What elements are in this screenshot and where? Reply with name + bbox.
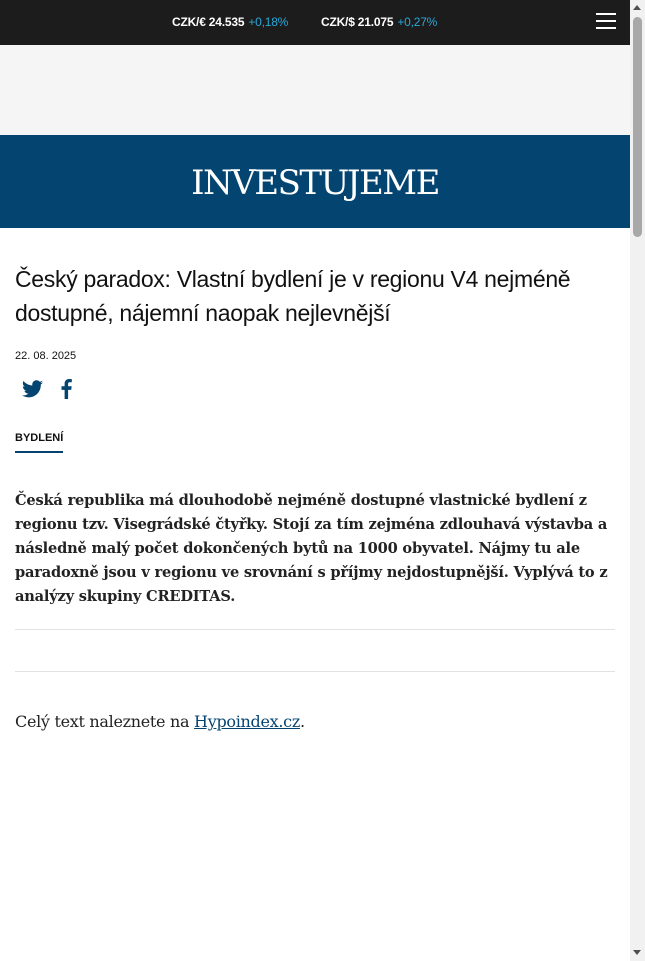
ticker-eur	[172, 15, 288, 29]
fulltext-prefix: Celý text naleznete na	[15, 712, 195, 731]
article-perex: Česká republika má dlouhodobě nejméně dostupné vlastnické bydlení z regionu tzv. Visegrádské čtyřky. Stojí za tím zejména zdlouhavá výstavba a následně malý počet dokončených bytů na 1000 obyvatel. Nájmy tu ale paradoxně jsou v regionu ve srovnání s příjmy nejdostupnější. Vyplývá to z analýzy skupiny CREDITAS.	[15, 492, 608, 605]
ticker-usd-change: +0,27%	[397, 15, 438, 29]
category-tag[interactable]: BYDLENÍ	[15, 432, 63, 453]
ad-placeholder	[0, 45, 630, 135]
divider	[15, 671, 615, 672]
share-buttons	[15, 376, 615, 402]
ticker-usd	[321, 15, 437, 29]
scroll-up-arrow-icon[interactable]	[633, 5, 641, 10]
site-logo[interactable]: INVESTUJEME	[191, 162, 439, 203]
hamburger-icon[interactable]	[596, 13, 616, 31]
ticker-eur-change: +0,18%	[248, 15, 289, 29]
ticker-usd-label: CZK/$ 21.075	[321, 15, 394, 29]
page-scrollbar[interactable]	[630, 0, 645, 961]
fulltext-note	[15, 712, 615, 731]
currency-ticker-bar	[0, 0, 630, 45]
ticker-eur-label: CZK/€ 24.535	[172, 15, 245, 29]
site-header	[0, 135, 630, 228]
article-title: Český paradox: Vlastní bydlení je v regionu V4 nejméně dostupné, nájemní naopak nejlevnější	[15, 266, 571, 326]
twitter-icon[interactable]	[22, 380, 43, 398]
article	[15, 262, 615, 731]
article-date: 22. 08. 2025	[15, 350, 77, 362]
divider	[15, 629, 615, 630]
scroll-down-arrow-icon[interactable]	[633, 950, 641, 955]
fulltext-suffix: .	[299, 712, 305, 731]
scrollbar-thumb[interactable]	[633, 17, 642, 237]
source-link[interactable]: Hypoindex.cz	[194, 712, 300, 731]
facebook-icon[interactable]	[61, 379, 72, 399]
